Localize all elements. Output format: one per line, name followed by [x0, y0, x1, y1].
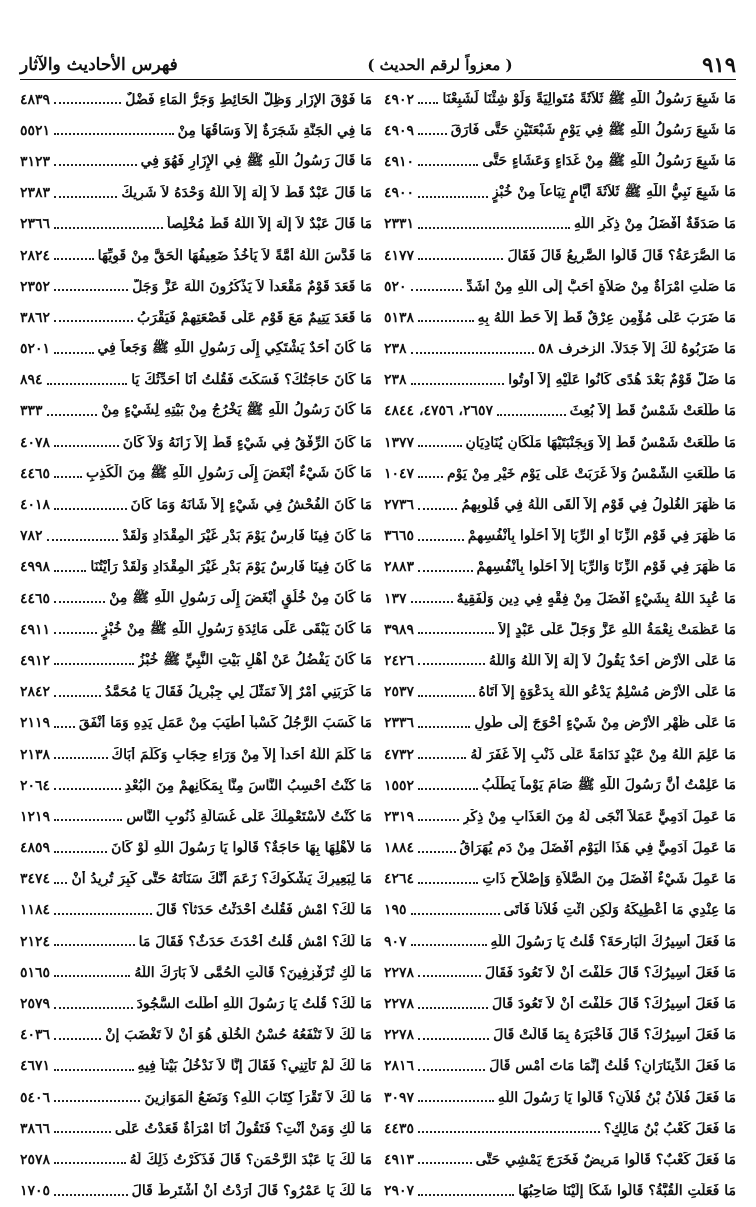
- hadith-number: ٤٤٦٥: [20, 590, 51, 607]
- hadith-text: مَا لَكَ؟ امْشِ قُلْتُ أَحْدَثَ حَدَثٌ؟ فَقَالَ مَا: [138, 933, 372, 950]
- hadith-text: مَا فِي الْجَنَّةِ شَجَرَةٌ إِلاَّ وَسَاقُهَا مِنْ: [177, 122, 372, 139]
- dot-leader: [47, 538, 119, 541]
- dot-leader: [54, 1068, 133, 1071]
- index-entry: [384, 178, 736, 209]
- dot-leader: [54, 257, 94, 260]
- hadith-text: مَا لَكَ لاَ تَنْفَعُهُ حُسْنُ الْخُلُقِ هُوَ أَنْ لاَ تَغْضَبَ إِنْ: [105, 1027, 372, 1044]
- hadith-text: مَا كَانَ حَاجَتُكَ؟ فَسَكَتَ فَقُلْتُ أَنَا أُحَدِّثُكَ يَا: [131, 372, 372, 389]
- index-entry: [384, 739, 736, 770]
- hadith-text: مَا كَلَّمَ اللّهُ أَحَداً إِلاَّ مِنْ وَرَاءِ حِجَابٍ وَكَلَّمَ أَبَاكَ: [111, 746, 372, 763]
- hadith-number: ٢١١٩: [20, 715, 51, 732]
- dot-leader: [418, 163, 478, 166]
- index-entry: [20, 240, 372, 271]
- dot-leader: [418, 195, 488, 198]
- hadith-text: مَا قَالَ عَبْدٌ لاَ إِلَهَ إِلاَّ اللّهُ قَطُّ مُخْلِصاً: [166, 216, 372, 233]
- index-entry: [384, 396, 736, 427]
- dot-leader: [54, 974, 130, 977]
- hadith-text: مَا كَسَبَ الرَّجُلُ كَسْباً أَطْيَبَ مِنْ عَمَلِ يَدِهِ وَمَا أَنْفَقَ: [78, 715, 372, 732]
- hadith-text: مَا ضَرَبُوهُ لَكَ إِلاَّ جَدَلاً. الزخرف ٥٨: [538, 341, 736, 358]
- index-entry: [20, 1051, 372, 1082]
- hadith-text: مَا عَمِلَ آدَمِيٌّ عَمَلاً أَنْجَى لَهُ مِنَ الْعَذَابِ مِنْ ذِكْرِ: [462, 808, 736, 825]
- hadith-number: ٣١٢٣: [20, 153, 51, 170]
- dot-leader: [418, 475, 443, 478]
- hadith-number: ٣٦٦٥: [384, 528, 415, 545]
- index-entry: [20, 583, 372, 614]
- hadith-text: مَا قَالَ عَبْدٌ قَطُّ لاَ إِلَهَ إِلاَّ اللّهُ وَحْدَهُ لاَ شَرِيكَ: [121, 185, 372, 202]
- hadith-text: مَا طَلَعَتْ شَمْسٌ قَطُّ إِلاَّ وَبِجَنْبَتَيْهَا مَلَكَانِ يُنَادِيَانِ: [465, 434, 736, 451]
- dot-leader: [418, 538, 464, 541]
- hadith-text: مَا شَبِعَ نَبِيُّ اللّهِ ﷺ ثَلاَثَةَ أَيَّامٍ تِبَاعاً مِنْ خُبْزٍ: [491, 184, 736, 201]
- hadith-number: ٣٣٣: [20, 403, 43, 420]
- dot-leader: [418, 881, 478, 884]
- dot-leader: [411, 600, 453, 603]
- hadith-number: ٤٩١٣: [384, 1151, 415, 1168]
- dot-leader: [54, 600, 105, 603]
- hadith-number: ٢٣٣١: [384, 216, 415, 233]
- index-entry: [20, 801, 372, 832]
- hadith-text: مَا ظَهَرَ فِي قَوْمٍ الزِّنَا وَالرِّبَا إِلاَّ أَحَلُّوا بِأَنْفُسِهِمْ: [476, 559, 736, 576]
- dot-leader: [54, 725, 75, 728]
- dot-leader: [497, 413, 566, 416]
- hadith-text: مَا فَعَلَ أَسِيرُكَ الْبَارِحَةَ؟ قُلْتُ يَا رَسُولَ اللّهِ: [490, 933, 736, 950]
- hadith-number: ٢٥٧٩: [20, 996, 51, 1013]
- hadith-text: مَا كُنْتُ لأَسْتَعْمِلَكَ عَلَى غُسَالَةِ ذُنُوبِ النَّاسِ: [126, 808, 372, 825]
- hadith-number: ٥١٦٥: [20, 964, 51, 981]
- index-entry: [384, 240, 736, 271]
- dot-leader: [54, 351, 93, 354]
- hadith-number: ٤٠٣٦: [20, 1027, 51, 1044]
- hadith-number: ١٧٠٥: [20, 1183, 51, 1200]
- hadith-number: ١١٨٤: [20, 902, 51, 919]
- index-entry: [20, 1144, 372, 1175]
- index-entry: [384, 209, 736, 240]
- dot-leader: [418, 101, 438, 104]
- hadith-text: مَا عَلِمَ اللّهُ مِنْ عَبْدٍ نَدَامَةً عَلَى ذَنْبٍ إِلاَّ غَفَرَ لَهُ: [470, 746, 736, 763]
- hadith-text: مَا كَانَ الرِّفْقُ فِي شَيْءٍ قَطُّ إِلاَّ زَانَهُ وَلاَ كَانَ: [122, 434, 372, 451]
- hadith-text: مَا ظَهَرَ فِي قَوْمٍ الزِّنَا أَوِ الرِّبَا إِلاَّ أَحَلُّوا بِأَنْفُسِهِمْ: [467, 528, 736, 545]
- hadith-number: ٤٠١٨: [20, 497, 51, 514]
- hadith-number: ٢٨٢٤: [20, 247, 51, 264]
- index-entry: [384, 84, 736, 115]
- index-entry: [20, 427, 372, 458]
- index-entry: [20, 957, 372, 988]
- hadith-text: مَا فَوْقَ الإِزَارِ وَظِلُّ الْحَائِطِ وَجَرُّ الْمَاءِ فَضْلٌ: [125, 91, 372, 108]
- hadith-text: مَا كَانَ الْفُحْشُ فِي شَيْءٍ إِلاَّ شَانَهُ وَمَا كَانَ: [130, 497, 372, 514]
- hadith-number: ٢٨١٦: [384, 1058, 415, 1075]
- hadith-number: ٢٣٥٢: [20, 278, 51, 295]
- index-entry: [384, 302, 736, 333]
- dot-leader: [47, 382, 128, 385]
- hadith-text: مَا لِبَعِيرِكَ يَشْكُوكَ؟ زَعَمَ أَنَّكَ سَنَأْتَهُ حَتَّى كَبِرَ تُرِيدُ أَنْ: [71, 871, 372, 888]
- dot-leader: [418, 1130, 600, 1133]
- page-number: ٩١٩: [702, 52, 736, 77]
- hadith-number: ٥٢٠: [384, 278, 407, 295]
- hadith-number: ٢٢٧٨: [384, 996, 415, 1013]
- hadith-number: ٤٠٧٨: [20, 434, 51, 451]
- dot-leader: [411, 382, 505, 385]
- hadith-text: مَا شَبِعَ رَسُولُ اللّهِ ﷺ مِنْ غَدَاءٍ وَعَشَاءٍ حَتَّى: [482, 152, 736, 169]
- index-entry: [384, 1144, 736, 1175]
- index-entry: [384, 801, 736, 832]
- hadith-text: مَا صَلَّتِ امْرَأَةٌ مِنْ صَلاَةٍ أَحَبُّ إِلَى اللّهِ مِنْ أَشَدِّ: [466, 278, 736, 295]
- dot-leader: [418, 818, 459, 821]
- hadith-text: مَا كَانَ يَبْقَى عَلَى مَائِدَةِ رَسُولِ اللّهِ ﷺ مِنْ خُبْزٍ: [101, 620, 372, 637]
- index-entry: [20, 552, 372, 583]
- index-entry: [384, 427, 736, 458]
- dot-leader: [54, 850, 107, 853]
- hadith-text: مَا فَعَلَ كَعْبٌ؟ قَالُوا مَرِيضٌ فَخَرَجَ يَمْشِي حَتَّى: [475, 1151, 736, 1168]
- dot-leader: [418, 569, 472, 572]
- dot-leader: [418, 662, 485, 665]
- dot-leader: [54, 226, 163, 229]
- dot-leader: [47, 413, 98, 416]
- hadith-number: ٨٩٤: [20, 372, 43, 389]
- index-entry: [384, 677, 736, 708]
- dot-leader: [54, 569, 86, 572]
- hadith-number: ٢٣١٩: [384, 808, 415, 825]
- hadith-number: ٢٨٨٣: [384, 559, 415, 576]
- dot-leader: [418, 1161, 472, 1164]
- index-entry: [384, 1051, 736, 1082]
- hadith-text: مَا كَانَ رَسُولُ اللّهِ ﷺ يَخْرُجُ مِنْ بَيْتِهِ لِشَيْءٍ مِنْ: [101, 402, 372, 419]
- dot-leader: [54, 507, 126, 510]
- dot-leader: [418, 694, 474, 697]
- index-entry: [384, 271, 736, 302]
- dot-leader: [418, 1006, 488, 1009]
- index-entry: [20, 458, 372, 489]
- hadith-text: مَا فَعَلَ فُلاَنُ بْنُ فُلاَنٍ؟ قَالُوا يَا رَسُولَ اللّهِ: [497, 1089, 736, 1106]
- index-entry: [384, 583, 736, 614]
- hadith-text: مَا كُنْتُ أَحْسِبُ النَّاسَ مِنَّا بِمَكَانِهِمْ مِنَ الْبُعْدِ: [124, 777, 372, 794]
- dot-leader: [54, 631, 97, 634]
- hadith-text: مَا عَظُمَتْ نِعْمَةُ اللّهِ عَزَّ وَجَلَّ عَلَى عَبْدٍ إِلاَّ: [498, 621, 736, 638]
- index-entry: [384, 115, 736, 146]
- index-entry: [384, 708, 736, 739]
- hadith-text: مَا شَبِعَ رَسُولُ اللّهِ ﷺ فِي يَوْمٍ شَبْعَتَيْنِ حَتَّى فَارَقَ: [450, 121, 736, 138]
- index-entry: [384, 895, 736, 926]
- dot-leader: [418, 226, 570, 229]
- dot-leader: [418, 257, 503, 260]
- dot-leader: [54, 132, 174, 135]
- dot-leader: [54, 694, 101, 697]
- hadith-number: ٥٤٠٦: [20, 1089, 51, 1106]
- hadith-text: مَا كَانَ أَحَدٌ يَشْتَكِي إِلَى رَسُولِ اللّهِ ﷺ وَجَعاً فِي: [97, 340, 372, 357]
- index-entry: [20, 178, 372, 209]
- dot-leader: [411, 288, 463, 291]
- index-entry: [20, 770, 372, 801]
- index-entry: [384, 552, 736, 583]
- index-entry: [20, 1113, 372, 1144]
- index-entry: [20, 1082, 372, 1113]
- index-entry: [20, 489, 372, 520]
- hadith-text: مَا عَلَى ظَهْرِ الأَرْضِ مِنْ شَيْءٍ أَحْوَجَ إِلَى طُولٍ: [474, 715, 736, 732]
- dot-leader: [411, 912, 500, 915]
- index-entry: [20, 1020, 372, 1051]
- dot-leader: [418, 787, 478, 790]
- dot-leader: [418, 756, 466, 759]
- hadith-text: مَا لَكَ لَمْ تَأْتِنِي؟ فَقَالَ إِنَّا لاَ نَدْخُلُ بَيْتاً فِيهِ: [137, 1058, 372, 1075]
- hadith-text: مَا لَكَ يَا عَبْدَ الرَّحْمَنِ؟ قَالَ فَذَكَرْتُ ذَلِكَ لَهُ: [129, 1151, 372, 1168]
- hadith-text: مَا كَانَ مِنْ خُلُقٍ أَبْغَضَ إِلَى رَسُولِ اللّهِ ﷺ مِنْ: [109, 589, 372, 606]
- hadith-number: ٤٩٩٨: [20, 559, 51, 576]
- hadith-text: مَا شَبِعَ رَسُولُ اللّهِ ﷺ ثَلاَثَةً مُتَوالِيَةً وَلَوْ شِئْنَا لَشَبِعْنَا: [442, 90, 736, 107]
- index-entry: [384, 489, 736, 520]
- hadith-number: ٤٩١١: [20, 621, 51, 638]
- index-entry: [20, 677, 372, 708]
- hadith-number: ٤٨٣٩: [20, 91, 51, 108]
- dot-leader: [54, 1193, 128, 1196]
- hadith-text: مَا لَكَ يَا عَمْرُو؟ قَالَ أَرَدْتُ أَنْ أَشْتَرِطَ قَالَ: [131, 1183, 372, 1200]
- index-entry: [384, 770, 736, 801]
- hadith-text: مَا لَكَ؟ قُلْتُ يَا رَسُولَ اللّهِ أَطَلْتَ السُّجُودَ: [136, 996, 372, 1013]
- dot-leader: [54, 288, 128, 291]
- index-entry: [384, 957, 736, 988]
- index-entry: [20, 209, 372, 240]
- hadith-number: ١٢١٩: [20, 808, 51, 825]
- dot-leader: [418, 507, 457, 510]
- dot-leader: [418, 974, 481, 977]
- dot-leader: [418, 1193, 514, 1196]
- hadith-text: مَا ظَهَرَ الْغُلُولُ فِي قَوْمٍ إِلاَّ أَلْقَى اللّهُ فِي قُلُوبِهِمُ: [461, 497, 736, 514]
- index-columns: [20, 84, 736, 1200]
- hadith-text: مَا فَعَلَ أَسِيرُكَ؟ قَالَ فَأَخْبَرَهُ بِمَا قَالَتْ قَالَ: [493, 1027, 736, 1044]
- hadith-number: ٥٥٢١: [20, 122, 51, 139]
- hadith-number: ٢٣٨: [384, 372, 407, 389]
- hadith-number: ٢٩٠٧: [384, 1183, 415, 1200]
- hadith-number: ٢٥٣٧: [384, 684, 415, 701]
- right-column: [384, 84, 736, 1200]
- hadith-number: ١٥٥٢: [384, 777, 415, 794]
- dot-leader: [54, 101, 121, 104]
- hadith-text: مَا ضَرَبَ عَلَى مُؤْمِنٍ عِرْقٌ قَطُّ إِلاَّ حَطَّ اللّهُ بِهِ: [477, 309, 736, 326]
- hadith-number: ٤٩١٢: [20, 652, 51, 669]
- hadith-number: ٤١٧٧: [384, 247, 415, 264]
- index-entry: [384, 458, 736, 489]
- hadith-text: مَا قَعَدَ يَتِيمٌ مَعَ قَوْمٍ عَلَى قَصْعَتِهِمْ فَيَقْرَبُ: [136, 309, 372, 326]
- hadith-number: ٢٧٣٦: [384, 497, 415, 514]
- hadith-text: مَا فَعَلَ أَسِيرُكَ؟ قَالَ حَلَفْتَ أَنْ لاَ تَعُودَ قَالَ: [492, 996, 736, 1013]
- index-entry: [384, 645, 736, 676]
- hadith-text: مَا قَالَ رَسُولُ اللّهِ ﷺ فِي الإِزَارِ فَهُوَ فِي: [140, 152, 372, 169]
- index-entry: [384, 1176, 736, 1207]
- dot-leader: [54, 163, 137, 166]
- index-entry: [384, 365, 736, 396]
- hadith-number: ٢٥٧٨: [20, 1151, 51, 1168]
- index-entry: [384, 614, 736, 645]
- index-entry: [384, 988, 736, 1019]
- index-entry: [20, 895, 372, 926]
- index-entry: [20, 645, 372, 676]
- index-entry: [20, 521, 372, 552]
- page-title: فهرس الأحاديث والآثار: [20, 54, 178, 75]
- index-entry: [384, 833, 736, 864]
- hadith-number: ٢٣٨٣: [20, 185, 51, 202]
- index-entry: [20, 365, 372, 396]
- dot-leader: [54, 912, 152, 915]
- hadith-number: ٩٠٧: [384, 933, 407, 950]
- dot-leader: [418, 444, 461, 447]
- dot-leader: [54, 1130, 111, 1133]
- hadith-number: ٢٣٣٦: [384, 715, 415, 732]
- hadith-number: ١٣٧٧: [384, 434, 415, 451]
- hadith-text: مَا فَعَلَ كَعْبُ بْنُ مَالِكٍ؟: [603, 1120, 736, 1137]
- hadith-number: ١٩٥: [384, 902, 407, 919]
- hadith-text: مَا صَدَقَةٌ أَفْضَلُ مِنْ ذِكْرِ اللّهِ: [574, 216, 736, 233]
- hadith-number: ١٨٨٤: [384, 840, 415, 857]
- hadith-number: ٤٩٠٠: [384, 185, 415, 202]
- hadith-number: ٤٩٠٩: [384, 122, 415, 139]
- hadith-number: ٢٤٢٦: [384, 652, 415, 669]
- hadith-text: مَا عَمِلَ شَيْءٌ أَفْضَلَ مِنَ الصَّلاَةِ وَإِصْلاَحِ ذَاتِ: [482, 871, 736, 888]
- dot-leader: [54, 662, 134, 665]
- index-entry: [384, 864, 736, 895]
- hadith-text: مَا فَعَلَ الدِّينَارَانِ؟ قُلْتُ إِنَّمَا مَاتَ أَمْسِ قَالَ: [489, 1058, 736, 1075]
- hadith-number: ٢٣٨: [384, 341, 407, 358]
- hadith-number: ٢٨٤٢: [20, 684, 51, 701]
- hadith-number: ٢٣٦٦: [20, 216, 51, 233]
- hadith-number: ٢١٣٨: [20, 746, 51, 763]
- hadith-number: ٢١٢٤: [20, 933, 51, 950]
- index-entry: [384, 334, 736, 365]
- index-entry: [20, 708, 372, 739]
- dot-leader: [418, 725, 470, 728]
- hadith-number: ٧٨٢: [20, 528, 43, 545]
- index-entry: [20, 302, 372, 333]
- hadith-number: ٤٩٠٢: [384, 91, 415, 108]
- hadith-text: مَا كَانَ شَيْءٌ أَبْغَضَ إِلَى رَسُولِ اللّهِ ﷺ مِنَ الْكَذِبِ: [85, 464, 372, 481]
- hadith-number: ٢٢٧٨: [384, 1027, 415, 1044]
- hadith-text: مَا عُبِدَ اللّهُ بِشَيْءٍ أَفْضَلَ مِنْ فِقْهٍ فِي دِينٍ وَلَفَقِيهٌ: [456, 590, 736, 607]
- hadith-number: ٥١٣٨: [384, 309, 415, 326]
- hadith-text: مَا فَعَلَتِ الْقُبَّةُ؟ قَالُوا شَكَا إِلَيْنَا صَاحِبُهَا: [518, 1183, 736, 1200]
- hadith-text: مَا عَمِلَ آدَمِيٌّ فِي هَذَا الْيَوْمِ أَفْضَلَ مِنْ دَمٍ يُهَرَاقُ: [459, 840, 736, 857]
- dot-leader: [418, 631, 494, 634]
- hadith-text: مَا كَانَ فِينَا فَارِسٌ يَوْمَ بَدْرٍ غَيْرَ الْمِقْدَادِ وَلَقَدْ رَأَيْتُنَا: [90, 559, 372, 576]
- dot-leader: [418, 1068, 485, 1071]
- index-entry: [20, 739, 372, 770]
- dot-leader: [411, 943, 487, 946]
- dot-leader: [54, 818, 122, 821]
- hadith-text: مَا عَلِمْتُ أَنَّ رَسُولَ اللّهِ ﷺ صَامَ يَوْماً يَطْلُبُ: [481, 776, 736, 793]
- hadith-number: ١٣٧: [384, 590, 407, 607]
- dot-leader: [418, 850, 455, 853]
- hadith-number: ٤٩١٠: [384, 153, 415, 170]
- hadith-number: ٤٦٧١: [20, 1058, 51, 1075]
- hadith-number: ٤٤٣٥: [384, 1120, 415, 1137]
- index-entry: [20, 833, 372, 864]
- hadith-number: ٣٩٨٩: [384, 621, 415, 638]
- hadith-text: مَا لأَهْلِهَا بِهَا حَاجَةٌ؟ قَالُوا يَا رَسُولَ اللّهِ لَوْ كَانَ: [111, 840, 372, 857]
- hadith-number: ٣٨٦٢: [20, 309, 51, 326]
- hadith-text: مَا كَانَ فِينَا فَارِسٌ يَوْمَ بَدْرٍ غَيْرَ الْمِقْدَادِ وَلَقَدْ: [122, 528, 372, 545]
- index-entry: [384, 926, 736, 957]
- dot-leader: [54, 1006, 133, 1009]
- page-subtitle: ( معزواً لرقم الحديث ): [367, 55, 513, 74]
- index-entry: [384, 1020, 736, 1051]
- dot-leader: [54, 756, 107, 759]
- hadith-number: ٢٦٥٧، ٤٧٥٦، ٤٨٤٤: [384, 403, 494, 420]
- hadith-text: مَا فَعَلَ أَسِيرُكَ؟ قَالَ حَلَفْتَ أَنْ لاَ تَعُودَ فَقَالَ: [484, 964, 736, 981]
- hadith-number: ٤٤٦٥: [20, 465, 51, 482]
- hadith-number: ٣٤٧٤: [20, 871, 51, 888]
- dot-leader: [54, 319, 133, 322]
- page-header: [20, 50, 736, 80]
- dot-leader: [411, 351, 535, 354]
- index-entry: [20, 115, 372, 146]
- hadith-text: مَا لَكَ لاَ تَقْرَأُ كِتَابَ اللّهِ؟ وَنَضَعُ الْمَوَازِينَ: [144, 1089, 372, 1106]
- index-entry: [20, 926, 372, 957]
- hadith-number: ٣٨٦٦: [20, 1120, 51, 1137]
- index-entry: [20, 334, 372, 365]
- hadith-number: ٤٢٦٤: [384, 871, 415, 888]
- index-entry: [20, 146, 372, 177]
- hadith-text: مَا عَلَى الأَرْضِ مُسْلِمٌ يَدْعُو اللّهَ بِدَعْوَةٍ إِلاَّ آتَاهُ: [478, 684, 736, 701]
- index-entry: [20, 1176, 372, 1207]
- index-entry: [384, 146, 736, 177]
- index-entry: [20, 271, 372, 302]
- dot-leader: [54, 444, 119, 447]
- hadith-text: مَا كَانَ يَفْضُلُ عَنْ أَهْلِ بَيْتِ النَّبِيِّ ﷺ خُبْزُ: [137, 651, 372, 668]
- index-entry: [384, 1082, 736, 1113]
- hadith-text: مَا لَكِ تُزَفْزِفِينَ؟ قَالَتِ الْحُمَّى لاَ بَارَكَ اللّهُ: [134, 964, 372, 981]
- hadith-text: مَا كَرَبَنِي أَمْرٌ إِلاَّ تَمَثَّلَ لِي جِبْرِيلُ فَقَالَ يَا مُحَمَّدُ: [104, 684, 372, 701]
- dot-leader: [54, 1037, 101, 1040]
- dot-leader: [54, 881, 67, 884]
- index-entry: [384, 521, 736, 552]
- hadith-text: مَا لَكَ؟ امْشِ فَقُلْتُ أَحْدَثْتُ حَدَثاً؟ قَالَ: [155, 902, 372, 919]
- dot-leader: [418, 132, 447, 135]
- hadith-text: مَا لَكِ وَمَنْ أَنْتِ؟ فَتَقُولُ أَنَا امْرَأَةٌ قَعَدْتُ عَلَى: [114, 1120, 372, 1137]
- hadith-number: ٤٨٥٩: [20, 840, 51, 857]
- dot-leader: [54, 195, 117, 198]
- hadith-text: مَا الصُّرَعَةُ؟ قَالَ قَالُوا الصَّرِيعُ قَالَ فَقَالَ: [507, 247, 736, 264]
- dot-leader: [418, 319, 474, 322]
- dot-leader: [54, 787, 121, 790]
- index-entry: [20, 864, 372, 895]
- hadith-text: مَا ضَلَّ قَوْمٌ بَعْدَ هُدًى كَانُوا عَلَيْهِ إِلاَّ أُوتُوا: [508, 372, 736, 389]
- hadith-text: مَا عِنْدِي مَا أُعْطِيكَهُ وَلَكِنِ ائْتِ فُلاَناً فَأَتَى: [503, 902, 736, 919]
- index-entry: [384, 1113, 736, 1144]
- hadith-text: مَا عَلَى الأَرْضِ أَحَدٌ يَقُولُ لاَ إِلَهَ إِلاَّ اللّهُ وَاللّهُ: [489, 652, 736, 669]
- dot-leader: [54, 475, 82, 478]
- dot-leader: [54, 943, 135, 946]
- hadith-number: ٢٢٧٨: [384, 964, 415, 981]
- hadith-text: مَا قَدَّسَ اللّهُ أُمَّةً لاَ يَأْخُذُ ضَعِيفُهَا الْحَقَّ مِنْ قَوِيِّهَا: [97, 247, 372, 264]
- hadith-number: ٣٠٩٧: [384, 1089, 415, 1106]
- dot-leader: [54, 1161, 125, 1164]
- hadith-number: ٢٠٦٤: [20, 777, 51, 794]
- hadith-number: ٥٢٠١: [20, 341, 51, 358]
- hadith-text: مَا قَعَدَ قَوْمٌ مَقْعَداً لاَ يَذْكُرُونَ اللّهَ عَزَّ وَجَلَّ: [132, 278, 372, 295]
- index-entry: [20, 988, 372, 1019]
- hadith-number: ٤٧٣٢: [384, 746, 415, 763]
- index-entry: [20, 396, 372, 427]
- left-column: [20, 84, 372, 1200]
- index-entry: [20, 84, 372, 115]
- index-entry: [20, 614, 372, 645]
- dot-leader: [418, 1037, 489, 1040]
- hadith-text: مَا طَلَعَتِ الشَّمْسُ وَلاَ غَرَبَتْ عَلَى يَوْمٍ خَيْرٍ مِنْ يَوْمِ: [447, 465, 736, 482]
- hadith-number: ١٠٤٧: [384, 465, 415, 482]
- hadith-text: مَا طَلَعَتْ شَمْسٌ قَطُّ إِلاَّ بُعِثَ: [569, 403, 736, 420]
